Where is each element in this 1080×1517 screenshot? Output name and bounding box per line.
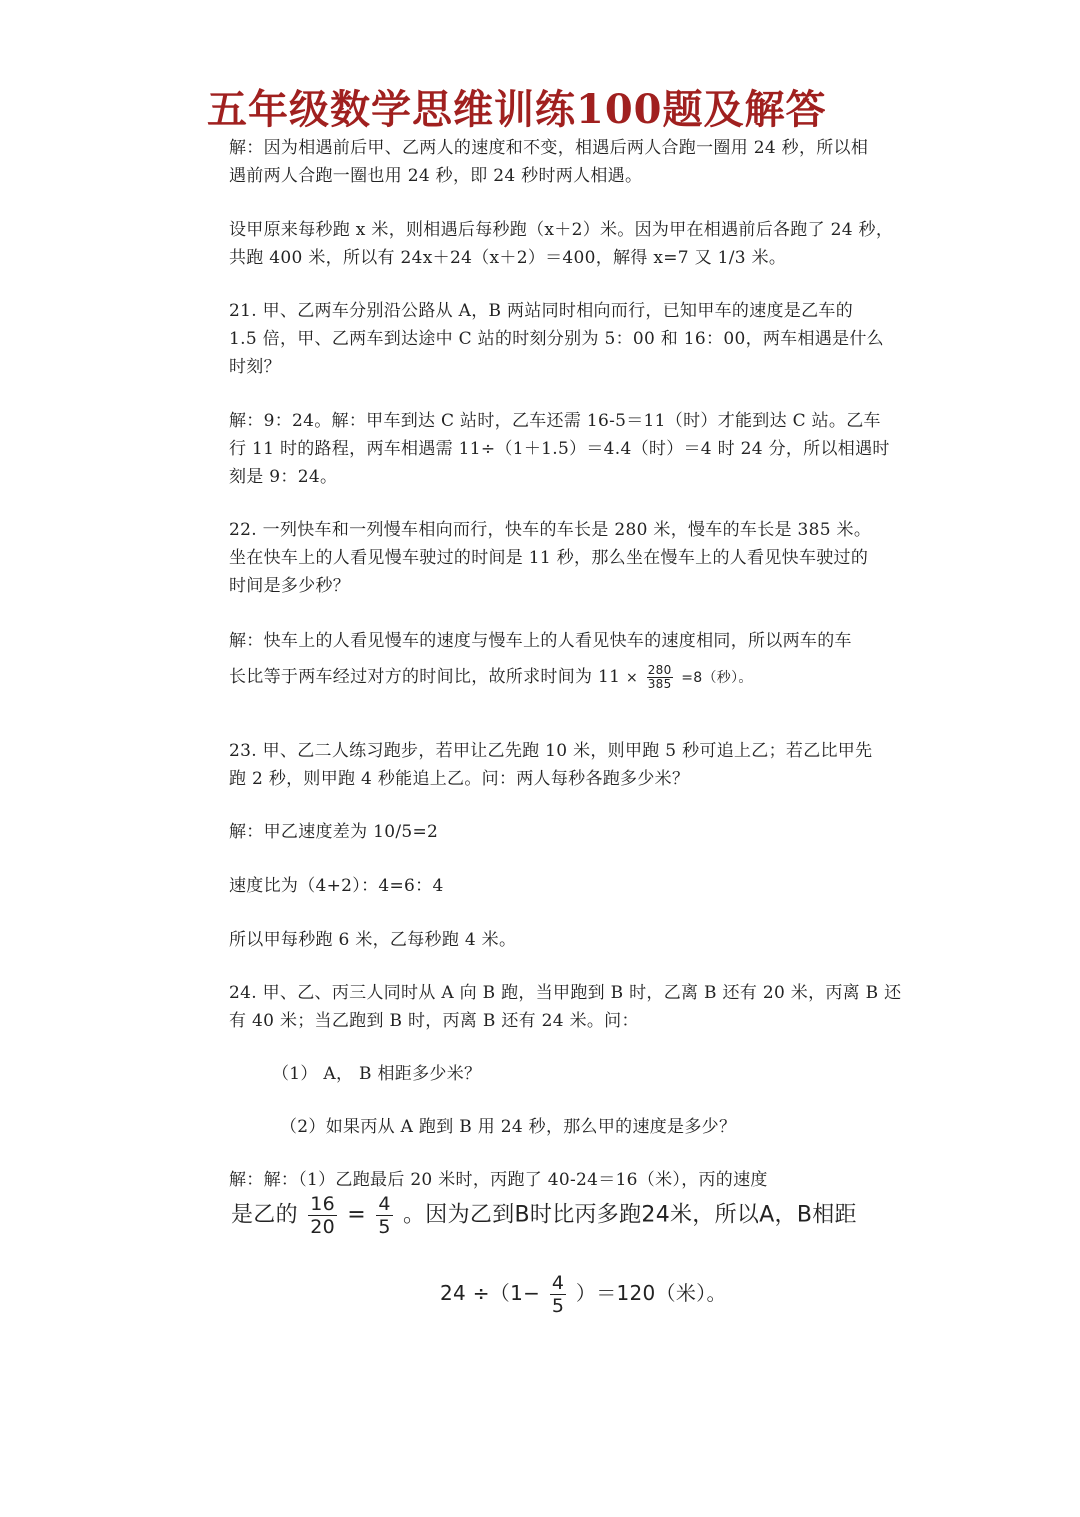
fraction-numerator: 280 (647, 663, 672, 677)
equals-sign: = (347, 1202, 367, 1228)
question-24-subquestion-1: （1） A， B 相距多少米？ (272, 1064, 482, 1084)
fraction-16-20 (308, 1193, 337, 1238)
fraction-denominator: 385 (647, 677, 672, 691)
answer-24-formula-line (231, 1193, 857, 1238)
answer-23-line: 解：甲乙速度差为 10/5=2 (229, 822, 439, 842)
fraction-numerator: 4 (378, 1193, 391, 1215)
question-24-subquestion-2: （2）如果丙从 A 跑到 B 用 24 秒，那么甲的速度是多少？ (280, 1117, 737, 1137)
question-21-line: 1.5 倍，甲、乙两车到达途中 C 站的时刻分别为 5：00 和 16：00，两车相遇是什么 (229, 329, 884, 349)
answer-23-line: 速度比为（4+2）：4=6：4 (229, 876, 444, 896)
question-23-line: 23. 甲、乙二人练习跑步，若甲让乙先跑 10 米，则甲跑 5 秒可追上乙；若乙比甲先 (229, 741, 873, 761)
question-21-line: 时刻？ (229, 357, 281, 377)
question-21-line: 21. 甲、乙两车分别沿公路从 A，B 两站同时相向而行，已知甲车的速度是乙车的 (229, 301, 854, 321)
answer-22-text: 长比等于两车经过对方的时间比，故所求时间为 11 (229, 667, 621, 687)
question-24-line: 24. 甲、乙、丙三人同时从 A 向 B 跑，当甲跑到 B 时，乙离 B 还有 20 米，丙离 B 还 (229, 983, 902, 1003)
fraction-numerator: 4 (551, 1272, 565, 1294)
answer-24-line: 解：解：（1）乙跑最后 20 米时，丙跑了 40-24＝16（米），丙的速度 (229, 1170, 768, 1190)
question-22-line: 22. 一列快车和一列慢车相向而行，快车的车长是 280 米，慢车的车长是 385 米。 (229, 520, 872, 540)
fraction-numerator: 16 (310, 1193, 335, 1215)
text-line: 共跑 400 米，所以有 24x＋24（x＋2）＝400，解得 x=7 又 1/3 米。 (229, 248, 787, 268)
answer-21-line: 行 11 时的路程，两车相遇需 11÷（1＋1.5）＝4.4（时）＝4 时 24 分，所以相遇时 (229, 439, 890, 459)
formula-text: 。因为乙到B时比丙多跑24米，所以A，B相距 (403, 1202, 857, 1228)
text-line: 设甲原来每秒跑 x 米，则相遇后每秒跑（x＋2）米。因为甲在相遇前后各跑了 24 秒， (229, 220, 894, 240)
question-24-line: 有 40 米；当乙跑到 B 时，丙离 B 还有 24 米。问： (229, 1011, 639, 1031)
formula-text: 24 ÷（1− (440, 1281, 541, 1305)
text-line: 遇前两人合跑一圈也用 24 秒，即 24 秒时两人相遇。 (229, 166, 643, 186)
fraction-4-5 (550, 1272, 566, 1317)
question-22-line: 坐在快车上的人看见慢车驶过的时间是 11 秒，那么坐在慢车上的人看见快车驶过的 (229, 548, 869, 568)
fraction-result: =8（秒）。 (681, 670, 753, 686)
question-23-line: 跑 2 秒，则甲跑 4 秒能追上乙。问：两人每秒各跑多少米？ (229, 769, 690, 789)
answer-21-line: 刻是 9：24。 (229, 467, 338, 487)
times-sign: × (625, 670, 638, 686)
fraction-denominator: 20 (310, 1216, 335, 1238)
formula-text: ）＝120（米）。 (575, 1281, 727, 1305)
answer-24-final-formula (440, 1272, 727, 1317)
fraction-denominator: 5 (551, 1295, 565, 1317)
answer-21-line: 解：9：24。解：甲车到达 C 站时，乙车还需 16-5＝11（时）才能到达 C 站。乙车 (229, 411, 881, 431)
answer-23-line: 所以甲每秒跑 6 米，乙每秒跑 4 米。 (229, 930, 517, 950)
fraction-280-385 (647, 664, 673, 691)
answer-22-line (229, 662, 753, 691)
fraction-denominator: 5 (378, 1216, 391, 1238)
question-22-line: 时间是多少秒？ (229, 576, 351, 596)
fraction-4-5 (376, 1193, 392, 1238)
document-title: 五年级数学思维训练100题及解答 (207, 86, 827, 133)
text-line: 解：因为相遇前后甲、乙两人的速度和不变，相遇后两人合跑一圈用 24 秒，所以相 (229, 138, 869, 158)
answer-22-line: 解：快车上的人看见慢车的速度与慢车上的人看见快车的速度相同，所以两车的车 (229, 631, 852, 651)
formula-text: 是乙的 (231, 1202, 298, 1228)
